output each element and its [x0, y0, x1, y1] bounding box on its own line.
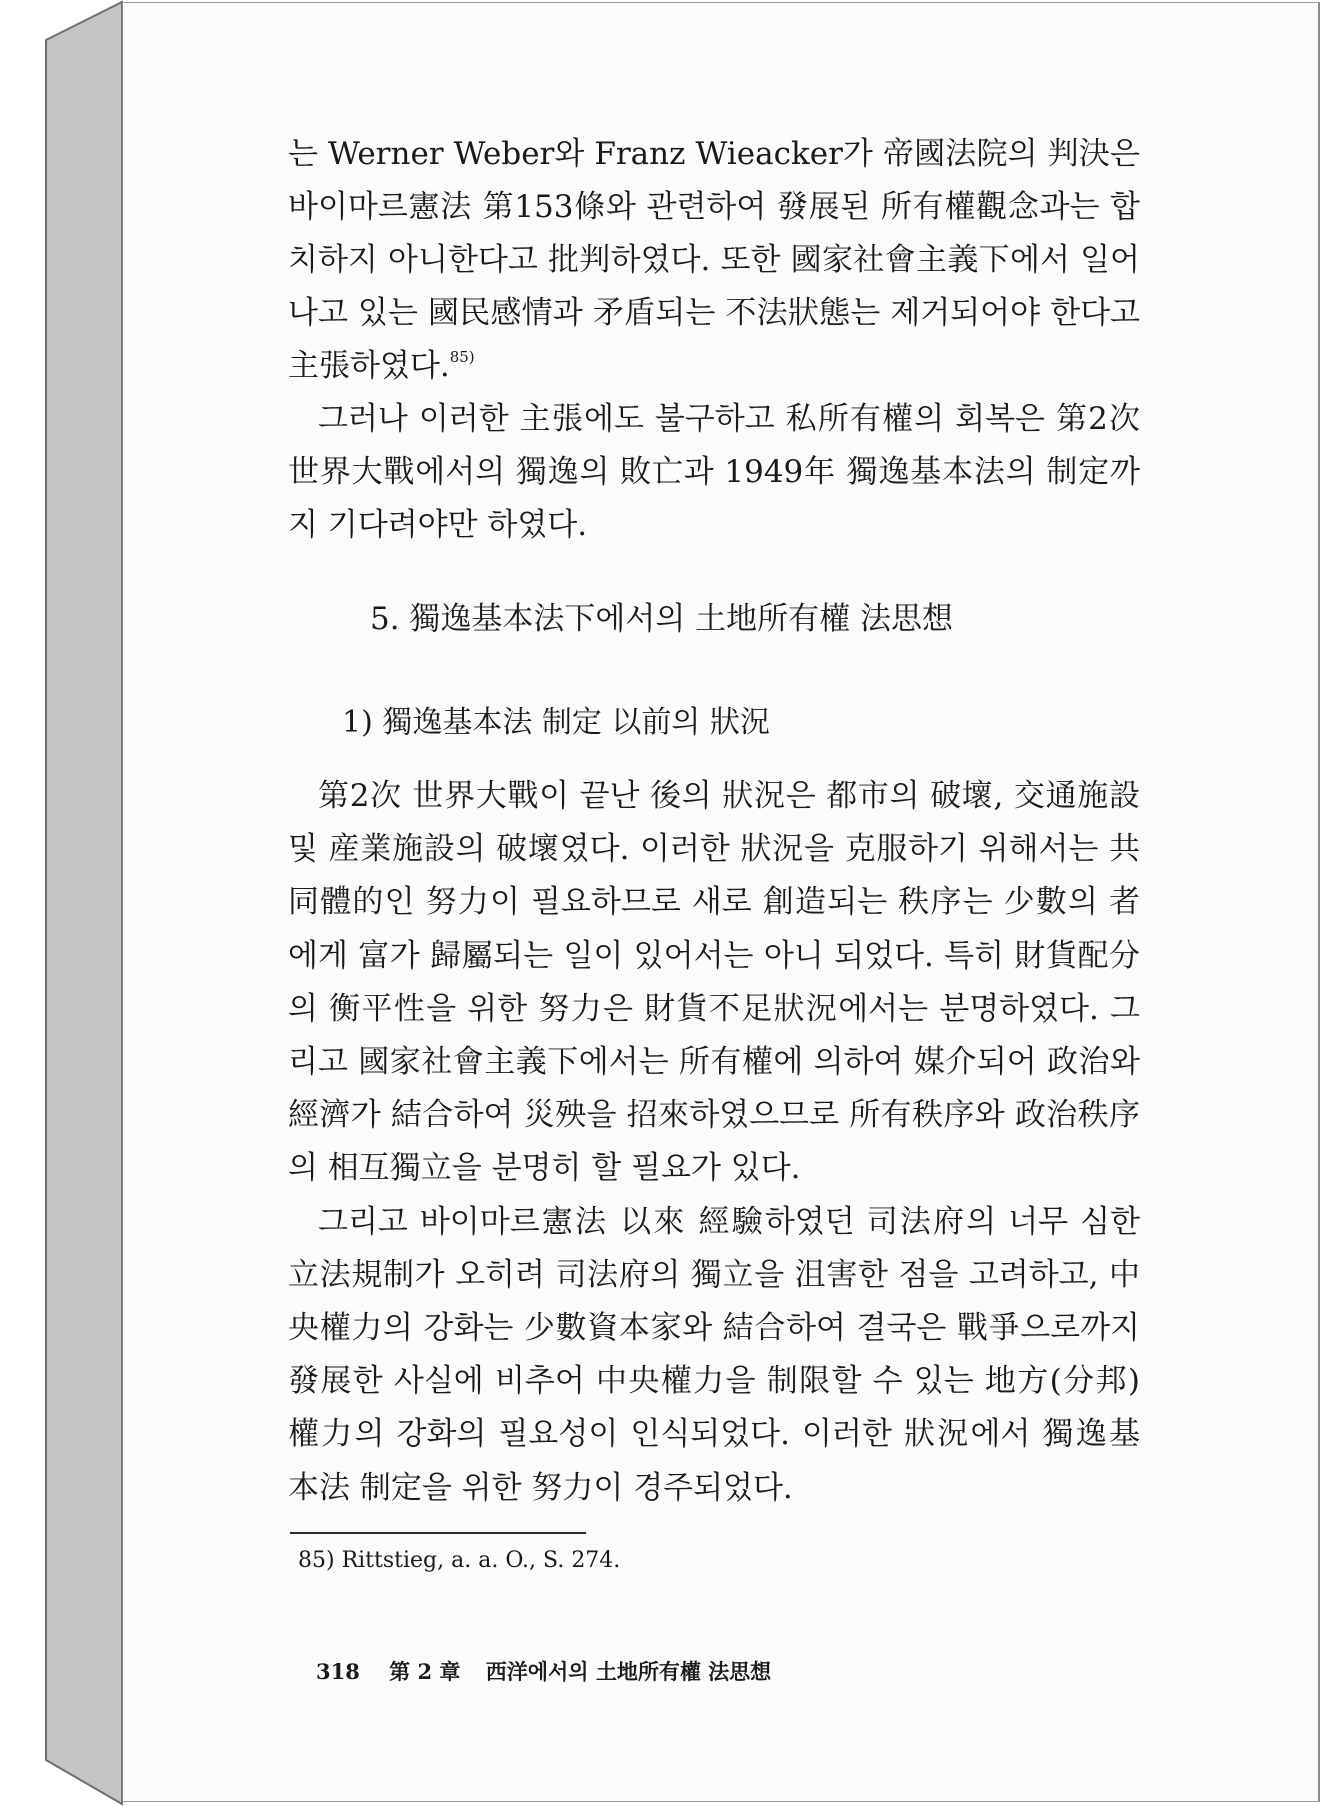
section-heading: 5. 獨逸基本法下에서의 土地所有權 法思想 [370, 601, 953, 637]
footnote-divider [290, 1532, 586, 1534]
paragraph-1-text: 는 Werner Weber와 Franz Wieacker가 帝國法院의 判決은 바이마르憲法 第153條와 관련하여 發展된 所有權觀念과는 합치하지 아니한다고 批判하였다. 또한 國家社會主義下에서 일어나고 있는 國民感情과 矛盾되는 不法狀態는 제거되어야 한다고 主張하였다. [288, 136, 1140, 384]
page-number: 318 [316, 1659, 360, 1684]
chapter-title: 西洋에서의 土地所有權 法思想 [485, 1659, 772, 1684]
running-footer [316, 1656, 771, 1686]
sub-heading: 1) 獨逸基本法 制定 以前의 狀況 [342, 705, 770, 740]
paragraph-2: 그러나 이러한 主張에도 불구하고 私所有權의 회복은 第2次 世界大戰에서의 獨逸의 敗亡과 1949年 獨逸基本法의 制定까지 기다려야만 하였다. [288, 401, 1140, 543]
footnote-ref-85[interactable]: 85) [449, 348, 475, 366]
body-text-bottom [288, 770, 1140, 1515]
paragraph-4: 그리고 바이마르憲法 以來 經驗하였던 司法府의 너무 심한 立法規制가 오히려 司法府의 獨立을 沮害한 점을 고려하고, 中央權力의 강화는 少數資本家와 結合하여 결국은 戰爭으로까지 發展한 사실에 비추어 中央權力을 制限할 수 있는 地方(分邦)權力의 강화의 필요성이 인식되었다. 이러한 狀況에서 獨逸基本法 制定을 위한 努力이 경주되었다. [288, 1203, 1140, 1506]
paragraph-3: 第2次 世界大戰이 끝난 後의 狀況은 都市의 破壞, 交通施設 및 産業施設의 破壞였다. 이러한 狀況을 克服하기 위해서는 共同體的인 努力이 필요하므로 새로 創造되는 秩序는 少數의 者에게 富가 歸屬되는 일이 있어서는 아니 되었다. 특히 財貨配分의 衡平性을 위한 努力은 財貨不足狀況에서는 분명하였다. 그리고 國家社會主義下에서는 所有權에 의하여 媒介되어 政治와 經濟가 結合하여 災殃을 招來하였으므로 所有秩序와 政治秩序의 相互獨立을 분명히 할 필요가 있다. [288, 778, 1140, 1187]
chapter-label: 第 2 章 [389, 1659, 461, 1684]
body-text-top [288, 128, 1140, 552]
footnote-85: 85) Rittstieg, a. a. O., S. 274. [298, 1548, 621, 1573]
paragraph-1 [288, 128, 1140, 393]
